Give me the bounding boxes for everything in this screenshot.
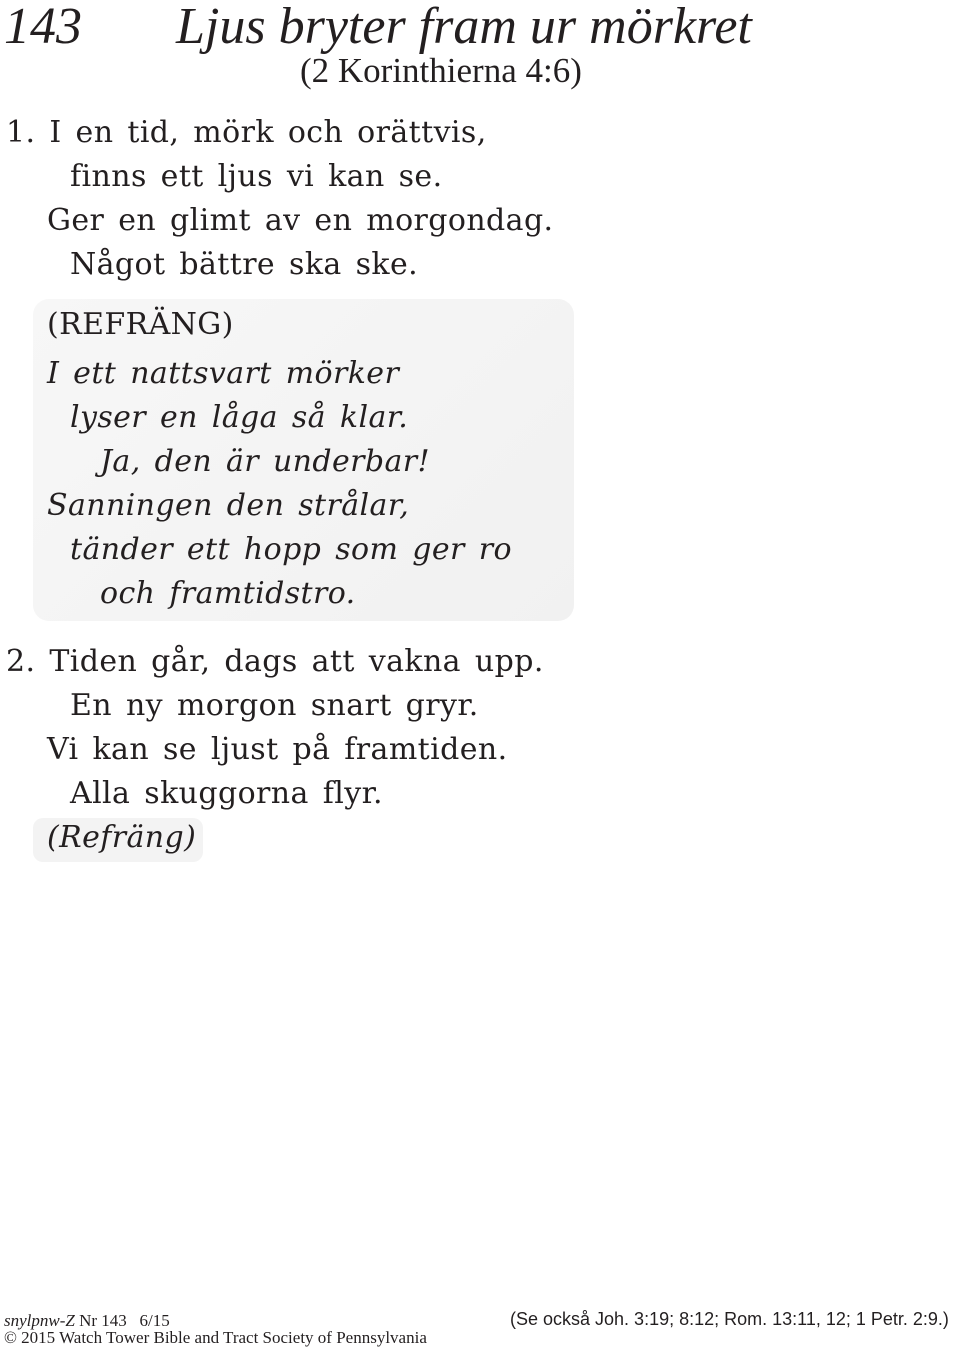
verse-line: Något bättre ska ske. bbox=[70, 247, 419, 282]
chorus-line: I ett nattsvart mörker bbox=[47, 356, 400, 391]
chorus-line: tänder ett hopp som ger ro bbox=[70, 532, 512, 567]
verse-line: Ger en glimt av en morgondag. bbox=[47, 203, 554, 238]
verse-line: 1. I en tid, mörk och orättvis, bbox=[6, 115, 487, 150]
refrain-reference: (Refräng) bbox=[47, 820, 197, 855]
chorus-line: och framtidstro. bbox=[100, 576, 356, 611]
verse-line: Vi kan se ljust på framtiden. bbox=[47, 732, 508, 767]
song-number: 143 bbox=[4, 0, 82, 55]
publication-info: Nr 143 6/15 bbox=[79, 1311, 170, 1330]
verse-line: finns ett ljus vi kan se. bbox=[70, 159, 443, 194]
chorus-line: Sanningen den strålar, bbox=[47, 488, 410, 523]
verse-line: Alla skuggorna flyr. bbox=[70, 776, 383, 811]
verse-line: En ny morgon snart gryr. bbox=[70, 688, 479, 723]
copyright-notice: © 2015 Watch Tower Bible and Tract Society of Pennsylvania bbox=[4, 1328, 427, 1347]
chorus-heading: (REFRÄNG) bbox=[47, 307, 234, 342]
verse-line: 2. Tiden går, dags att vakna upp. bbox=[6, 644, 544, 679]
song-title: Ljus bryter fram ur mörkret bbox=[176, 0, 752, 55]
cross-references: (Se också Joh. 3:19; 8:12; Rom. 13:11, 12; 1 Petr. 2:9.) bbox=[510, 1309, 949, 1329]
chorus-line: lyser en låga så klar. bbox=[70, 400, 409, 435]
publication-symbol: snylpnw-Z bbox=[4, 1311, 75, 1330]
scripture-reference: (2 Korinthierna 4:6) bbox=[300, 51, 582, 90]
chorus-line: Ja, den är underbar! bbox=[100, 444, 430, 479]
